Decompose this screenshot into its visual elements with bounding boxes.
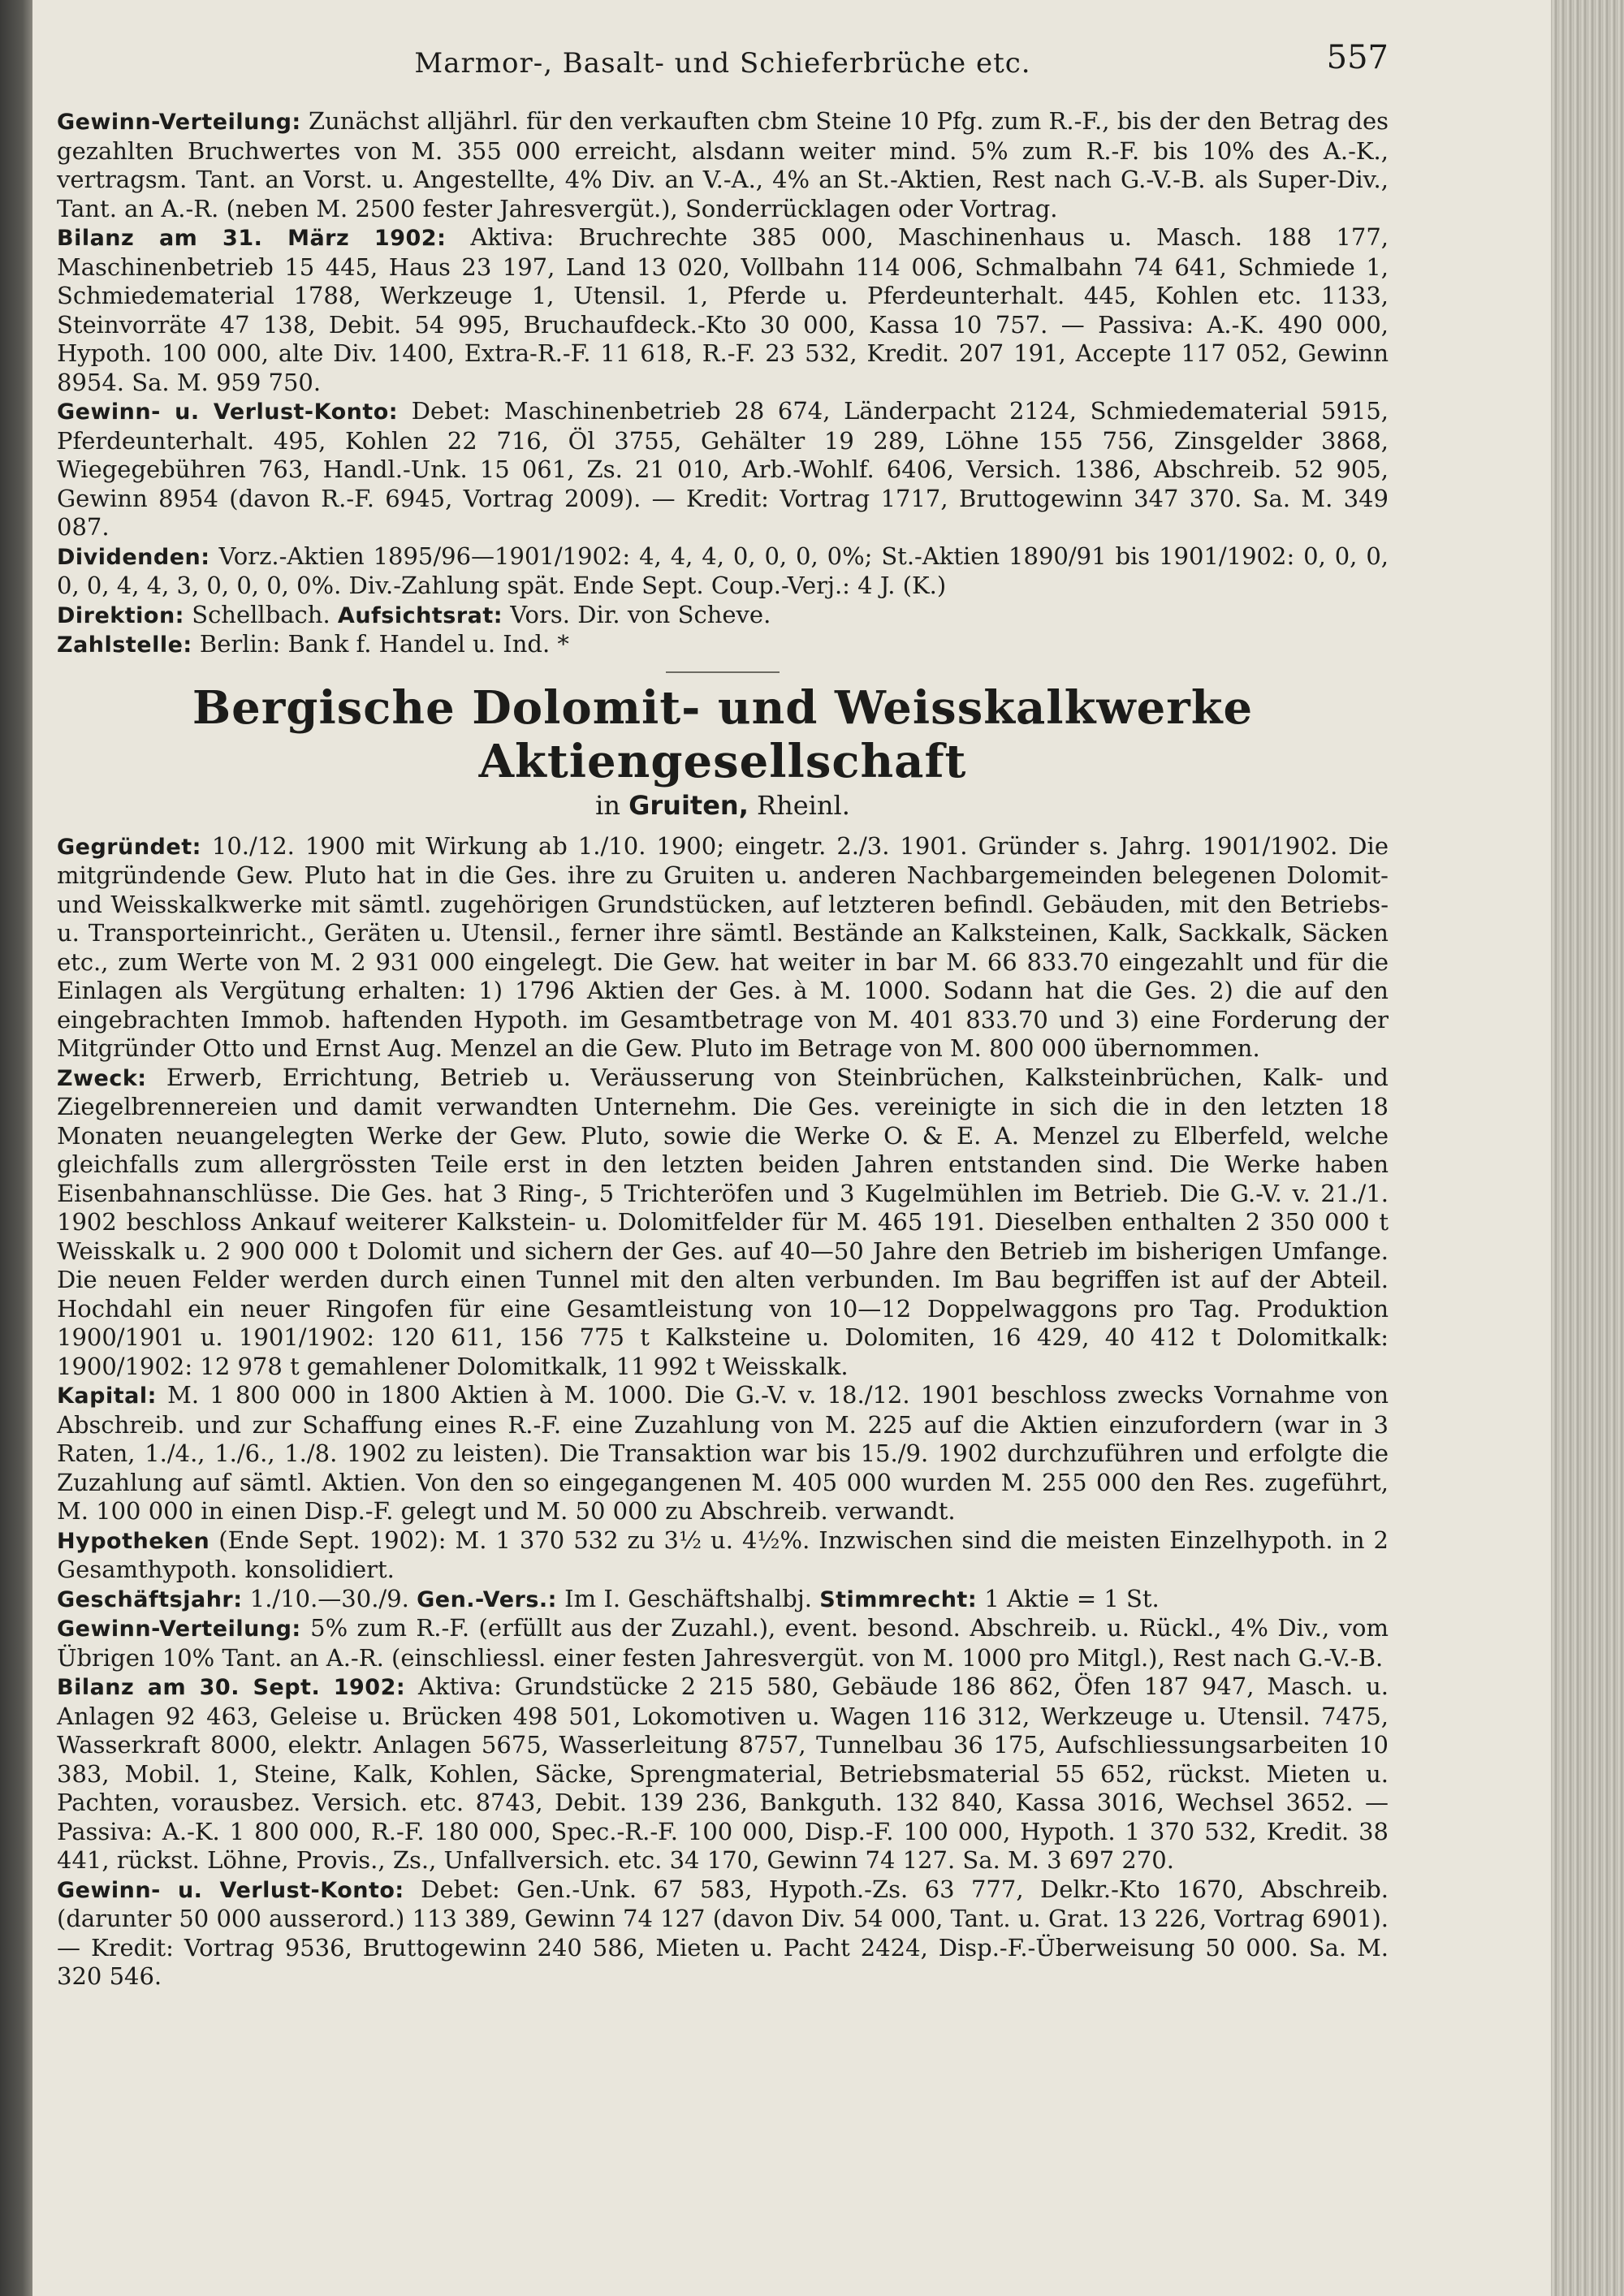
dividends-entry: Dividenden: Vorz.-Aktien 1895/96—1901/1902: 4, 4, 4, 0, 0, 0, 0%; St.-Aktien 1890/91 bis 1901/1902: 0, 0, 0, 0, 0, 4, 4, 3, 0, 0, 0, 0%. Div.-Zahlung spät. Ende Sept. Coup.-Verj.: 4 J. (K.)	[57, 542, 1389, 599]
profit-distribution-entry: Gewinn-Verteilung: Zunächst alljährl. für den verkauften cbm Steine 10 Pfg. zum R.-F., bis der den Betrag des gezahlten Bruchwertes von M. 355 000 erreicht, alsdann weiter mind. 5% zum R.-F. bis 10% des A.-K., vertragsm. Tant. an Vorst. u. Angestellte, 4% Div. an V.-A., 4% an St.-Aktien, Rest nach G.-V.-B. als Super-Div., Tant. an A.-R. (neben M. 2500 fester Jahresvergüt.), Sonderrücklagen oder Vortrag.	[57, 107, 1389, 222]
page-number: 557	[1326, 39, 1389, 76]
scan-left-edge	[0, 0, 32, 2296]
founded-entry: Gegründet: 10./12. 1900 mit Wirkung ab 1./10. 1900; eingetr. 2./3. 1901. Gründer s. Jahrg. 1901/1902. Die mitgründende Gew. Pluto hat in die Ges. ihre zu Gruiten u. anderen Nachbargemeinden belegenen Dolomit- und Weisskalkwerke mit sämtl. zugehörigen Grundstücken, auf letzteren befindl. Gebäuden, mit den Betriebs- u. Transporteinricht., Geräten u. Utensil., ferner ihre sämtl. Bestände an Kalksteinen, Kalk, Sackkalk, Säcken etc., zum Werte von M. 2 931 000 eingelegt. Die Gew. hat weiter in bar M. 66 833.70 eingezahlt und für die Einlagen als Vergütung erhalten: 1) 1796 Aktien der Ges. à M. 1000. Sodann hat die Ges. 2) die auf den eingebrachten Immob. haftenden Hypoth. im Gesamtbetrage von M. 401 833.70 und 3) eine Forderung der Mitgründer Otto und Ernst Aug. Menzel an die Gew. Pluto im Betrage von M. 800 000 übernommen.	[57, 831, 1389, 1062]
running-head: Marmor-, Basalt- und Schieferbrüche etc.	[414, 47, 1031, 80]
company-location: in Gruiten, Rheinl.	[595, 789, 850, 821]
balance-sheet-entry: Bilanz am 31. März 1902: Aktiva: Bruchrechte 385 000, Maschinenhaus u. Masch. 188 177, Maschinenbetrieb 15 445, Haus 23 197, Land 13 020, Vollbahn 114 006, Schmalbahn 74 641, Schmiede 1, Schmiedematerial 1788, Werkzeuge 1, Utensil. 1, Pferde u. Pferdeunterhalt. 445, Kohlen etc. 1133, Steinvorräte 47 138, Debit. 54 995, Bruchaufdeck.-Kto 30 000, Kassa 10 757. — Passiva: A.-K. 490 000, Hypoth. 100 000, alte Div. 1400, Extra-R.-F. 11 618, R.-F. 23 532, Kredit. 207 191, Accepte 117 052, Gewinn 8954. Sa. M. 959 750.	[57, 223, 1389, 396]
management-entry: Direktion: Schellbach. Aufsichtsrat: Vors. Dir. von Scheve.	[57, 600, 771, 628]
first-company-section	[57, 107, 1389, 660]
page-header	[57, 32, 1389, 89]
document-page	[57, 32, 1389, 2273]
balance-sheet-entry-2: Bilanz am 30. Sept. 1902: Aktiva: Grundstücke 2 215 580, Gebäude 186 862, Öfen 187 947, Masch. u. Anlagen 92 463, Geleise u. Brücken 498 501, Lokomotiven u. Wagen 116 312, Werkzeuge u. Utensil. 7475, Wasserkraft 8000, elektr. Anlagen 5675, Wasserleitung 8757, Tunnelbau 36 175, Aufschliessungsarbeiten 10 383, Mobil. 1, Steine, Kalk, Kohlen, Säcke, Sprengmaterial, Betriebsmaterial 55 652, rückst. Mieten u. Pachten, vorausbez. Versich. etc. 8743, Debit. 139 236, Bankguth. 132 840, Kassa 3016, Wechsel 3652. — Passiva: A.-K. 1 800 000, R.-F. 180 000, Spec.-R.-F. 100 000, Disp.-F. 100 000, Hypoth. 1 370 532, Kredit. 38 441, rückst. Löhne, Provis., Zs., Unfallversich. etc. 34 170, Gewinn 74 127. Sa. M. 3 697 270.	[57, 1672, 1389, 1874]
company-title: Bergische Dolomit- und Weisskalkwerke Aktiengesellschaft	[192, 680, 1254, 788]
purpose-entry: Zweck: Erwerb, Errichtung, Betrieb u. Veräusserung von Steinbrüchen, Kalksteinbrüchen, Kalk- und Ziegelbrennereien und damit verwandten Unternehm. Die Ges. vereinigte in sich die in den letzten 18 Monaten neuangelegten Werke der Gew. Pluto, sowie die Werke O. & E. A. Menzel zu Elberfeld, welche gleichfalls zum allergrössten Teile erst in den letzten beiden Jahren entstanden sind. Die Werke haben Eisenbahnanschlüsse. Die Ges. hat 3 Ring-, 5 Trichteröfen und 3 Kugelmühlen im Betrieb. Die G.-V. v. 21./1. 1902 beschloss Ankauf weiterer Kalkstein- u. Dolomitfelder für M. 465 191. Dieselben enthalten 2 350 000 t Weisskalk u. 2 900 000 t Dolomit und sichern der Ges. auf 40—50 Jahre den Betrieb im bisherigen Umfange. Die neuen Felder werden durch einen Tunnel mit den alten verbunden. Im Bau begriffen ist auf der Abteil. Hochdahl ein neuer Ringofen für eine Gesamtleistung von 10—12 Doppelwaggons pro Tag. Produktion 1900/1901 u. 1901/1902: 120 611, 156 775 t Kalksteine u. Dolomiten, 16 429, 40 412 t Dolomitkalk: 1900/1902: 12 978 t gemahlener Dolomitkalk, 11 992 t Weisskalk.	[57, 1063, 1389, 1380]
fiscal-year-entry: Geschäftsjahr: 1./10.—30./9. Gen.-Vers.: Im I. Geschäftshalbj. Stimmrecht: 1 Aktie = 1 St.	[57, 1584, 1160, 1612]
profit-loss-entry: Gewinn- u. Verlust-Konto: Debet: Maschinenbetrieb 28 674, Länderpacht 2124, Schmiedematerial 5915, Pferdeunterhalt. 495, Kohlen 22 716, Öl 3755, Gehälter 19 289, Löhne 155 756, Zinsgelder 3868, Wiegegebühren 763, Handl.-Unk. 15 061, Zs. 21 010, Arb.-Wohlf. 6406, Versich. 1386, Abschreib. 52 905, Gewinn 8954 (davon R.-F. 6945, Vortrag 2009). — Kredit: Vortrag 1717, Bruttogewinn 347 370. Sa. M. 349 087.	[57, 397, 1389, 541]
capital-entry: Kapital: M. 1 800 000 in 1800 Aktien à M. 1000. Die G.-V. v. 18./12. 1901 beschloss zwecks Vornahme von Abschreib. und zur Schaffung eines R.-F. eine Zuzahlung von M. 225 auf die Aktien einzufordern (war in 3 Raten, 1./4., 1./6., 1./8. 1902 zu leisten). Die Transaktion war bis 15./9. 1902 durchzuführen und erfolgte die Zuzahlung auf sämtl. Aktien. Von den so eingegangenen M. 405 000 wurden M. 255 000 den Res. zugeführt, M. 100 000 in einen Disp.-F. gelegt und M. 50 000 zu Abschreib. verwandt.	[57, 1381, 1389, 1525]
profit-loss-entry-2: Gewinn- u. Verlust-Konto: Debet: Gen.-Unk. 67 583, Hypoth.-Zs. 63 777, Delkr.-Kto 1670, Abschreib. (darunter 50 000 ausserord.) 113 389, Gewinn 74 127 (davon Div. 54 000, Tant. u. Grat. 13 226, Vortrag 6901). — Kredit: Vortrag 9536, Bruttogewinn 240 586, Mieten u. Pacht 2424, Disp.-F.-Überweisung 50 000. Sa. M. 320 546.	[57, 1875, 1389, 1990]
paying-agent-entry: Zahlstelle: Berlin: Bank f. Handel u. Ind. *	[57, 630, 569, 658]
scan-right-edge	[1551, 0, 1624, 2296]
section-divider	[666, 671, 780, 673]
mortgages-entry: Hypotheken (Ende Sept. 1902): M. 1 370 532 zu 3½ u. 4½%. Inzwischen sind die meisten Einzelhypoth. in 2 Gesamthypoth. konsolidiert.	[57, 1526, 1389, 1583]
profit-distribution-entry-2: Gewinn-Verteilung: 5% zum R.-F. (erfüllt aus der Zuzahl.), event. besond. Abschreib. u. Rückl., 4% Div., vom Übrigen 10% Tant. an A.-R. (einschliessl. einer festen Jahresvergüt. von M. 1000 pro Mitgl.), Rest nach G.-V.-B.	[57, 1614, 1389, 1672]
second-company-section	[57, 681, 1389, 1992]
